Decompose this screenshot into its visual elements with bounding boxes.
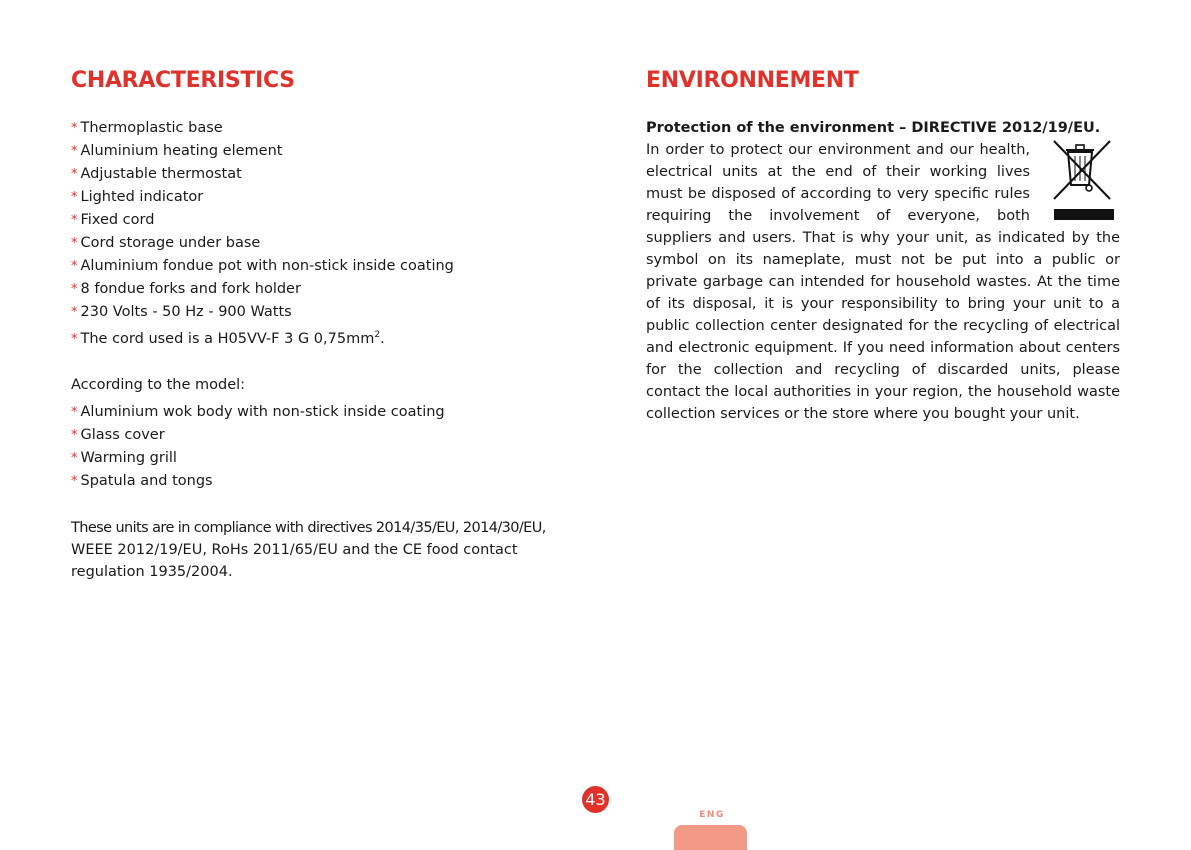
bullet-star-icon: * xyxy=(71,259,78,274)
model-intro: According to the model: xyxy=(71,376,246,393)
list-item: * 230 Volts - 50 Hz - 900 Watts xyxy=(71,304,292,320)
compliance-paragraph xyxy=(71,517,551,583)
language-label: ENG xyxy=(699,810,725,820)
list-item: * Glass cover xyxy=(71,426,165,443)
environment-body xyxy=(646,139,1120,425)
model-list xyxy=(71,401,551,493)
characteristics-title: CHARACTERISTICS xyxy=(71,68,295,93)
bullet-star-icon: * xyxy=(71,190,78,205)
environment-text: In order to protect our environment and our health, electrical units at the end of their working lives must be disposed of according to very specific rules requiring the involvement of everyone, both suppliers and users. That is why your unit, as indicated by the symbol on its nameplate, must not be put into a public or private garbage can intended for household wastes. At the time of its disposal, it is your responsibility to bring your unit to a public collection center designated for the recycling of electrical and electronic equipment. If you need information about centers for the collection and recycling of discarded units, please contact the local authorities in your region, the household waste collection services or the store where you bought your unit. xyxy=(646,142,1120,422)
language-tab xyxy=(674,825,747,850)
bullet-star-icon: * xyxy=(71,213,78,228)
bullet-star-icon: * xyxy=(71,236,78,251)
bullet-star-icon: * xyxy=(71,282,78,297)
list-item: * Fixed cord xyxy=(71,212,155,228)
list-item: * Adjustable thermostat xyxy=(71,166,242,182)
feature-list xyxy=(71,117,551,351)
list-item: * 8 fondue forks and fork holder xyxy=(71,281,301,297)
environment-subtitle: Protection of the environment – DIRECTIVE 2012/19/EU. xyxy=(646,120,1101,136)
environment-section xyxy=(646,64,1120,425)
list-item: * Lighted indicator xyxy=(71,189,204,205)
bullet-star-icon: * xyxy=(71,404,78,420)
cord-text: The cord used is a H05VV-F 3 G 0,75mm xyxy=(80,330,375,347)
bullet-star-icon: * xyxy=(71,331,78,347)
list-item: * Aluminium wok body with non-stick inside coating xyxy=(71,403,445,420)
cord-superscript: 2 xyxy=(374,330,381,340)
list-item: * Thermoplastic base xyxy=(71,120,223,136)
bullet-star-icon: * xyxy=(71,144,78,159)
list-item: * Warming grill xyxy=(71,449,177,466)
list-item: * Aluminium heating element xyxy=(71,143,283,159)
list-item: * Spatula and tongs xyxy=(71,472,213,489)
list-item: * Aluminium fondue pot with non-stick inside coating xyxy=(71,258,454,274)
weee-crossed-bin-icon xyxy=(1040,139,1120,227)
characteristics-section xyxy=(71,64,551,583)
bullet-star-icon: * xyxy=(71,450,78,466)
compliance-line-rest: WEEE 2012/19/EU, RoHs 2011/65/EU and the CE food contact regulation 1935/2004. xyxy=(71,541,518,580)
page-number: 43 xyxy=(582,786,609,813)
list-item: * Cord storage under base xyxy=(71,235,261,251)
bullet-star-icon: * xyxy=(71,305,78,320)
bullet-star-icon: * xyxy=(71,121,78,136)
compliance-line-1: These units are in compliance with directives 2014/35/EU, 2014/30/EU, xyxy=(71,519,546,536)
environment-title: ENVIRONNEMENT xyxy=(646,68,859,93)
bullet-star-icon: * xyxy=(71,167,78,182)
bullet-star-icon: * xyxy=(71,427,78,443)
bullet-star-icon: * xyxy=(71,473,78,489)
list-item: * The cord used is a H05VV-F 3 G $0,75mm^2$. xyxy=(71,330,385,347)
